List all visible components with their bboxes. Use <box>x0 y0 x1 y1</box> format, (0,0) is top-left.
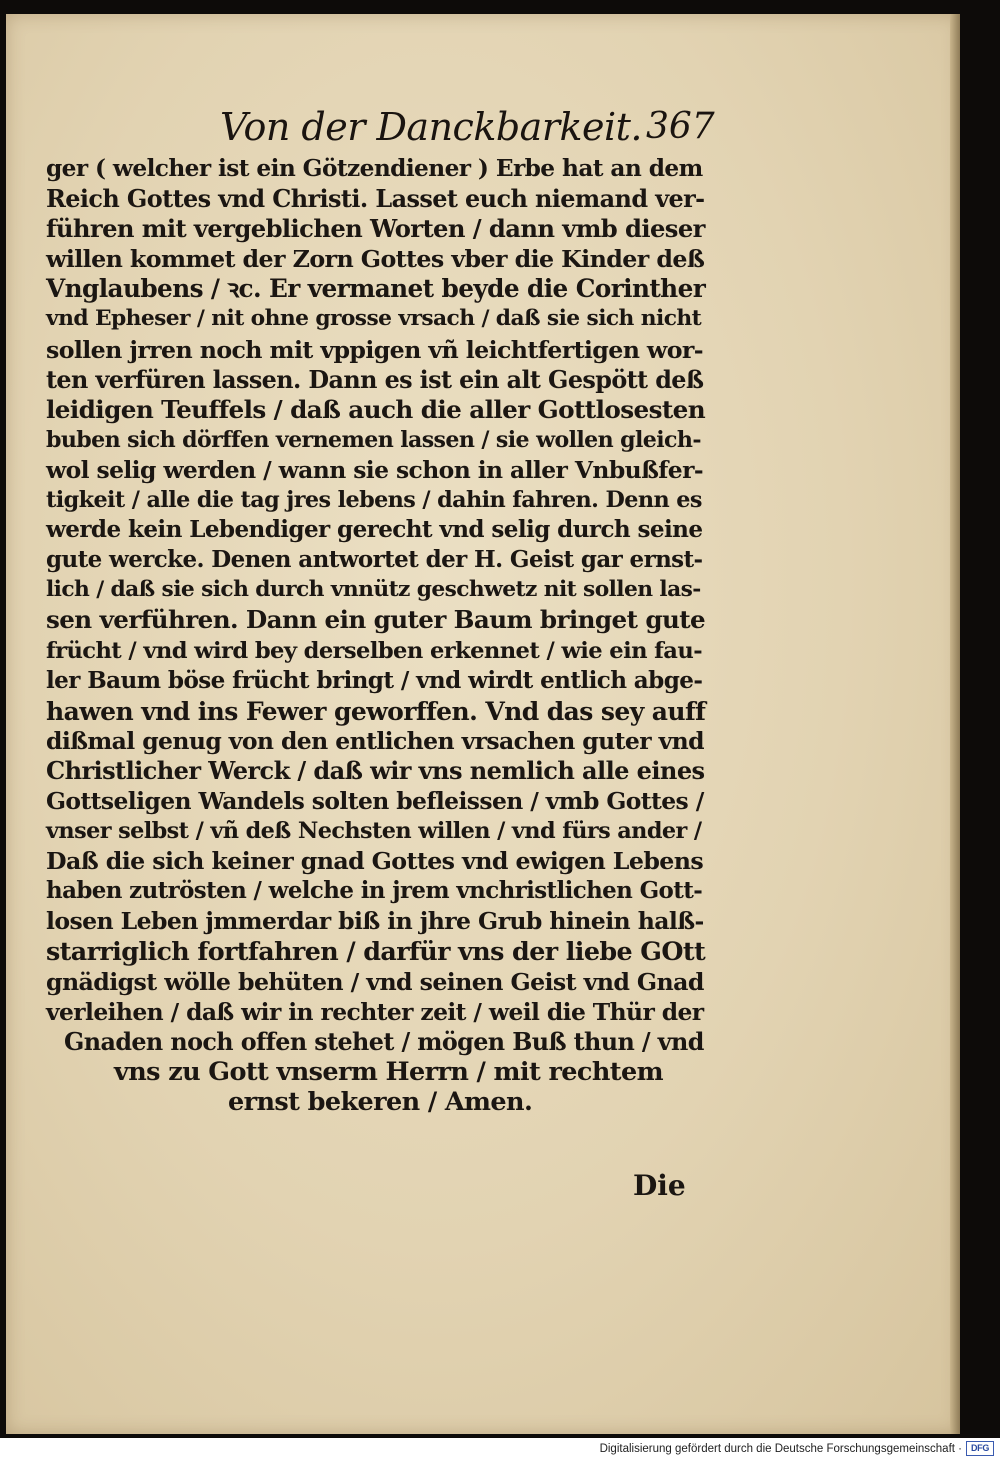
page-number: 367 <box>646 106 715 147</box>
text-line: Gottseligen Wandels solten befleissen / vmb Gottes / <box>46 786 704 815</box>
text-line: vnser selbst / vñ deß Nechsten willen / vnd fürs ander / <box>46 818 702 845</box>
page-edge <box>950 14 960 1434</box>
catchword: Die <box>633 1169 686 1202</box>
text-line: ernst bekeren / Amen. <box>228 1086 533 1117</box>
text-line: Christlicher Werck / daß wir vns nemlich alle eines <box>46 755 705 785</box>
text-line: vns zu Gott vnserm Herrn / mit rechtem <box>114 1056 663 1087</box>
running-head-title: Von der Danckbarkeit. <box>220 105 643 149</box>
text-line: Gnaden noch offen stehet / mögen Buß thun / vnd <box>64 1027 704 1056</box>
text-line: hawen vnd ins Fewer geworffen. Vnd das sey auff <box>46 695 706 726</box>
text-line: verleihen / daß wir in rechter zeit / weil die Thür der <box>46 997 704 1026</box>
text-line: Daß die sich keiner gnad Gottes vnd ewigen Lebens <box>46 847 704 876</box>
text-line: frücht / vnd wird bey derselben erkennet / wie ein fau- <box>46 637 702 664</box>
text-line: gute wercke. Denen antwortet der H. Geist gar ernst- <box>46 546 703 574</box>
text-line: lich / daß sie sich durch vnnütz geschwetz nit sollen las- <box>46 577 701 603</box>
text-line: tigkeit / alle die tag jres lebens / dahin fahren. Denn es <box>46 487 702 514</box>
text-line: Reich Gottes vnd Christi. Lasset euch niemand ver- <box>46 185 705 214</box>
text-line: haben zutrösten / welche in jrem vnchristlichen Gott- <box>46 877 703 905</box>
text-line: leidigen Teuffels / daß auch die aller Gottlosesten <box>46 394 706 424</box>
funding-credit: Digitalisierung gefördert durch die Deutsche Forschungsgemeinschaft · <box>599 1443 962 1455</box>
text-line: buben sich dörffen vernemen lassen / sie wollen gleich- <box>46 426 701 453</box>
text-line: werde kein Lebendiger gerecht vnd selig durch seine <box>46 516 703 544</box>
text-line: losen Leben jmmerdar biß in jhre Grub hinein halß- <box>46 907 704 936</box>
text-line: dißmal genug von den entlichen vrsachen guter vnd <box>46 726 704 755</box>
dfg-logo-text: DFG <box>970 1443 990 1453</box>
text-line: willen kommet der Zorn Gottes vber die Kinder deß <box>46 245 705 274</box>
text-line: vnd Epheser / nit ohne grosse vrsach / daß sie sich nicht <box>46 306 702 332</box>
text-line: starriglich fortfahren / darfür vns der liebe GOtt <box>46 936 706 967</box>
running-head <box>6 102 960 152</box>
dfg-logo-icon <box>966 1441 994 1456</box>
text-line: gnädigst wölle behüten / vnd seinen Geist vnd Gnad <box>46 967 704 996</box>
text-line: ler Baum böse frücht bringt / vnd wirdt entlich abge- <box>46 666 703 694</box>
body-text <box>46 154 706 1117</box>
text-line: sen verführen. Dann ein guter Baum bringet gute <box>46 605 706 635</box>
text-line: ger ( welcher ist ein Götzendiener ) Erbe hat an dem <box>46 155 703 182</box>
footer-bar <box>0 1438 1000 1461</box>
text-line: wol selig werden / wann sie schon in aller Vnbußfer- <box>46 455 703 484</box>
text-line: führen mit vergeblichen Worten / dann vmb dieser <box>46 214 705 244</box>
text-line: Vnglaubens / ꝛc. Er vermanet beyde die Corinther <box>46 274 706 304</box>
text-line: ten verfüren lassen. Dann es ist ein alt Gespött deß <box>46 365 704 394</box>
text-line: sollen jrren noch mit vppigen vñ leichtfertigen wor- <box>46 335 703 364</box>
scanned-page <box>6 14 960 1434</box>
